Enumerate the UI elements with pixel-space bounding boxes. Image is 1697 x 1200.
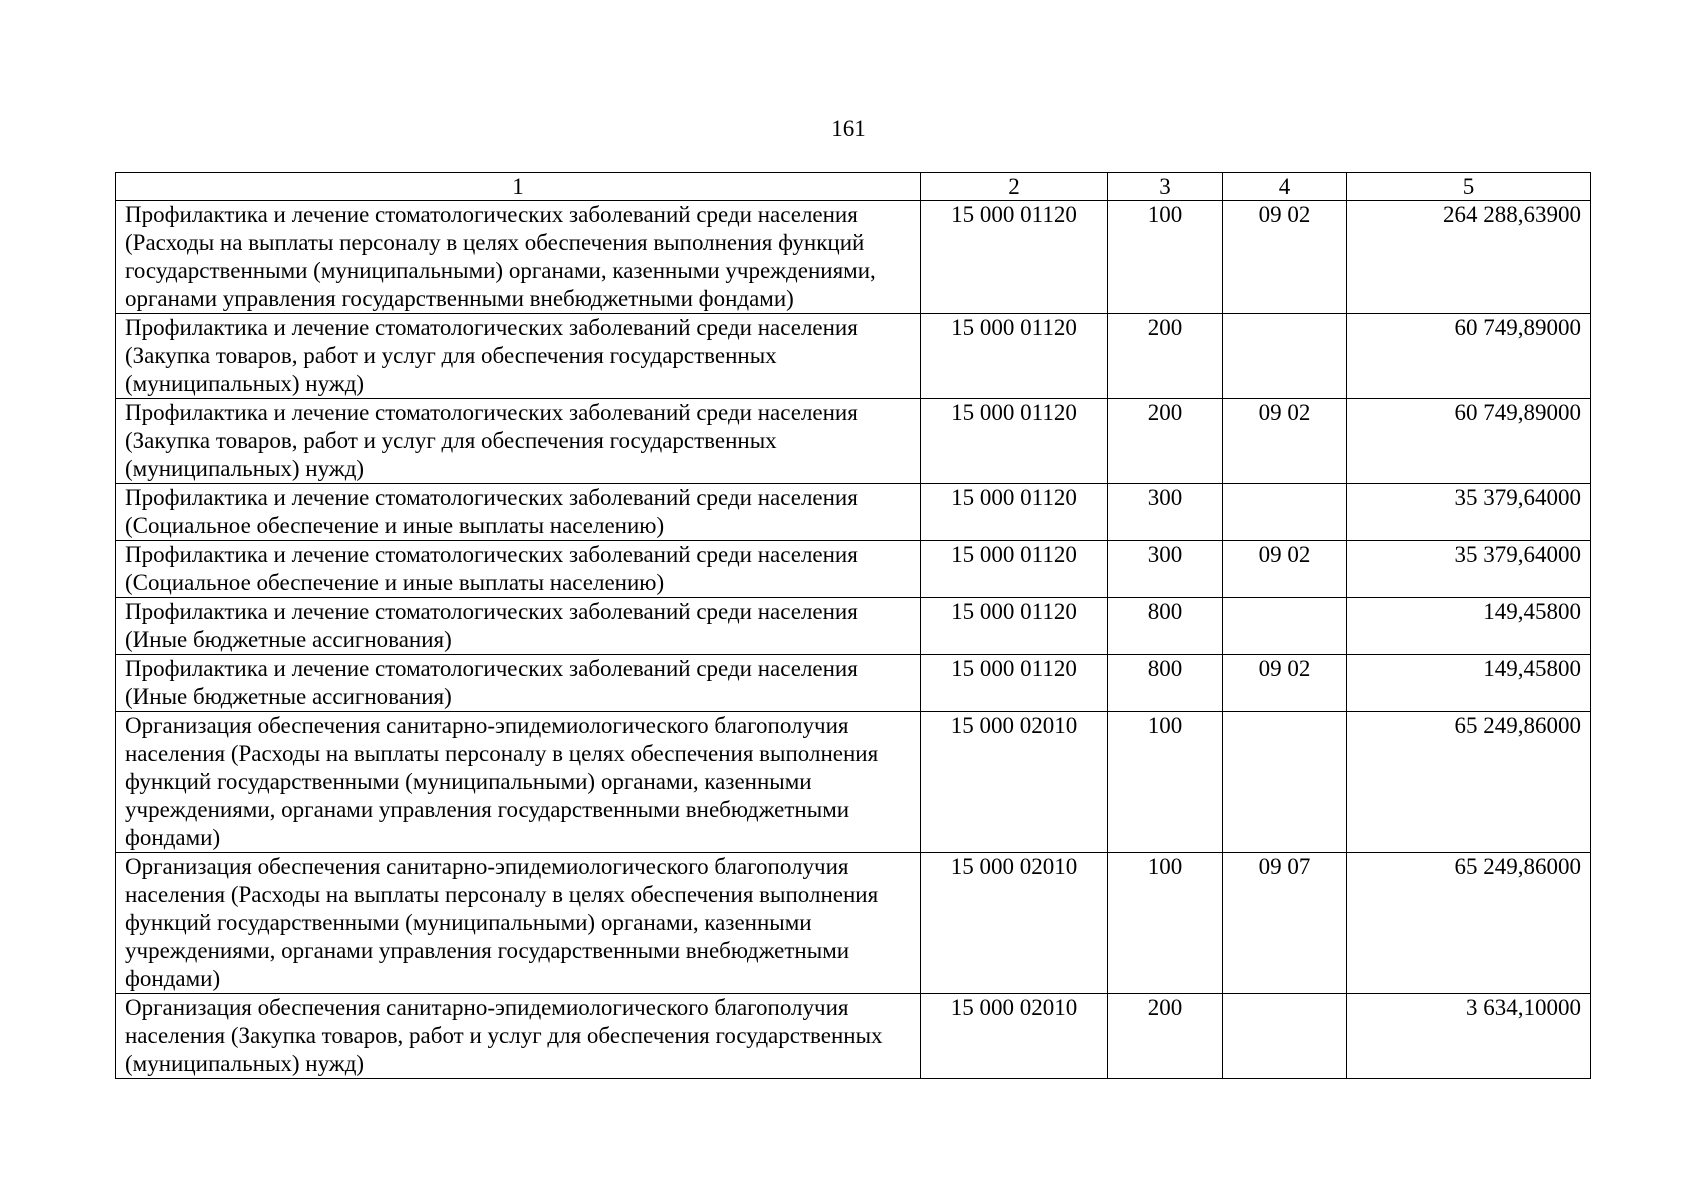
table-row	[116, 541, 1591, 598]
row-code: 15 000 01120	[921, 484, 1108, 541]
row-type: 100	[1108, 712, 1223, 853]
row-name: Профилактика и лечение стоматологических заболеваний среди населения (Иные бюджетные ассигнования)	[116, 598, 921, 655]
row-code: 15 000 01120	[921, 598, 1108, 655]
row-name: Организация обеспечения санитарно-эпидемиологического благополучия населения (Закупка товаров, работ и услуг для обеспечения государственных (муниципальных) нужд)	[116, 994, 921, 1079]
row-code: 15 000 01120	[921, 314, 1108, 399]
table-row	[116, 399, 1591, 484]
row-name: Профилактика и лечение стоматологических заболеваний среди населения (Закупка товаров, работ и услуг для обеспечения государственных (муниципальных) нужд)	[116, 399, 921, 484]
row-name: Профилактика и лечение стоматологических заболеваний среди населения (Иные бюджетные ассигнования)	[116, 655, 921, 712]
row-type: 300	[1108, 541, 1223, 598]
row-amount: 60 749,89000	[1347, 314, 1591, 399]
row-name: Профилактика и лечение стоматологических заболеваний среди населения (Закупка товаров, работ и услуг для обеспечения государственных (муниципальных) нужд)	[116, 314, 921, 399]
row-type: 200	[1108, 399, 1223, 484]
header-col-3: 3	[1108, 173, 1223, 201]
header-row	[116, 173, 1591, 201]
row-section: 09 02	[1223, 655, 1347, 712]
header-col-5: 5	[1347, 173, 1591, 201]
header-col-2: 2	[921, 173, 1108, 201]
row-code: 15 000 02010	[921, 712, 1108, 853]
row-section: 09 02	[1223, 201, 1347, 314]
row-section	[1223, 712, 1347, 853]
row-section: 09 02	[1223, 399, 1347, 484]
row-amount: 3 634,10000	[1347, 994, 1591, 1079]
row-name: Профилактика и лечение стоматологических заболеваний среди населения (Социальное обеспечение и иные выплаты населению)	[116, 484, 921, 541]
row-code: 15 000 02010	[921, 853, 1108, 994]
row-code: 15 000 02010	[921, 994, 1108, 1079]
row-type: 200	[1108, 314, 1223, 399]
row-amount: 149,45800	[1347, 598, 1591, 655]
row-amount: 35 379,64000	[1347, 541, 1591, 598]
row-type: 300	[1108, 484, 1223, 541]
row-name: Организация обеспечения санитарно-эпидемиологического благополучия населения (Расходы на выплаты персоналу в целях обеспечения выполнения функций государственными (муниципальными) органами, казенными учреждениями, органами управления государственными внебюджетными фондами)	[116, 853, 921, 994]
table-row	[116, 712, 1591, 853]
header-col-4: 4	[1223, 173, 1347, 201]
row-section	[1223, 314, 1347, 399]
table-row	[116, 655, 1591, 712]
table-row	[116, 314, 1591, 399]
row-amount: 60 749,89000	[1347, 399, 1591, 484]
table-row	[116, 598, 1591, 655]
row-section	[1223, 598, 1347, 655]
table-row	[116, 201, 1591, 314]
row-name: Профилактика и лечение стоматологических заболеваний среди населения (Расходы на выплаты персоналу в целях обеспечения выполнения функций государственными (муниципальными) органами, казенными учреждениями, органами управления государственными внебюджетными фондами)	[116, 201, 921, 314]
row-name: Профилактика и лечение стоматологических заболеваний среди населения (Социальное обеспечение и иные выплаты населению)	[116, 541, 921, 598]
table-row	[116, 853, 1591, 994]
header-col-1: 1	[116, 173, 921, 201]
row-amount: 35 379,64000	[1347, 484, 1591, 541]
row-type: 100	[1108, 201, 1223, 314]
row-section: 09 02	[1223, 541, 1347, 598]
page-number: 161	[831, 116, 866, 141]
row-type: 800	[1108, 655, 1223, 712]
row-amount: 65 249,86000	[1347, 853, 1591, 994]
row-type: 200	[1108, 994, 1223, 1079]
row-section	[1223, 484, 1347, 541]
row-code: 15 000 01120	[921, 201, 1108, 314]
row-type: 100	[1108, 853, 1223, 994]
row-amount: 65 249,86000	[1347, 712, 1591, 853]
row-code: 15 000 01120	[921, 541, 1108, 598]
row-name: Организация обеспечения санитарно-эпидемиологического благополучия населения (Расходы на выплаты персоналу в целях обеспечения выполнения функций государственными (муниципальными) органами, казенными учреждениями, органами управления государственными внебюджетными фондами)	[116, 712, 921, 853]
table-row	[116, 994, 1591, 1079]
row-amount: 264 288,63900	[1347, 201, 1591, 314]
row-section: 09 07	[1223, 853, 1347, 994]
table-header	[116, 173, 1591, 201]
table-row	[116, 484, 1591, 541]
table-body	[116, 201, 1591, 1079]
row-section	[1223, 994, 1347, 1079]
row-amount: 149,45800	[1347, 655, 1591, 712]
row-code: 15 000 01120	[921, 655, 1108, 712]
row-type: 800	[1108, 598, 1223, 655]
row-code: 15 000 01120	[921, 399, 1108, 484]
budget-table	[115, 172, 1591, 1079]
